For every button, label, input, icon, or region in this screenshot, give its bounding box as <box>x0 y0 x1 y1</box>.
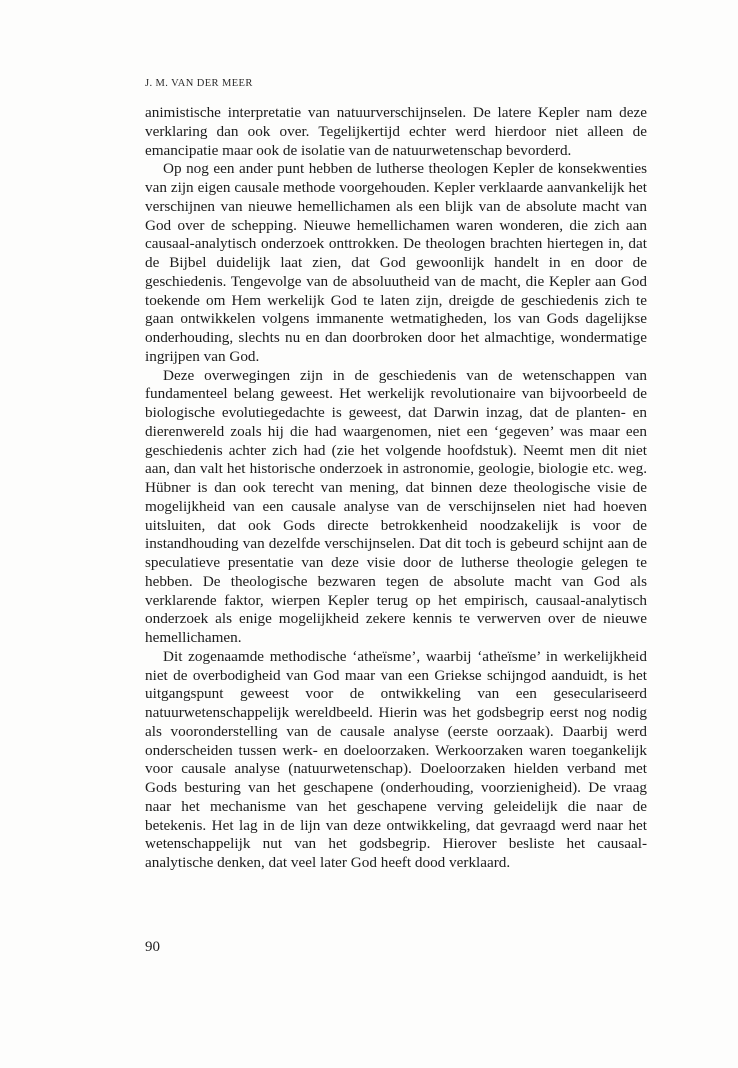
page-number: 90 <box>145 939 160 955</box>
paragraph-2: Op nog een ander punt hebben de lutherse theologen Kepler de konsekwenties van zijn eigen causale methode voorgehouden. Kepler verklaarde aanvankelijk het verschijnen van nieuwe hemellichamen als een blijk van de absolute macht van God over de schepping. Nieuwe hemellichamen waren wonderen, die zich aan causaal-analytisch onderzoek onttrokken. De theologen brachten hiertegen in, dat de Bijbel duidelijk laat zien, dat God gewoonlijk handelt in en door de geschiedenis. Tengevolge van de absoluutheid van de macht, die Kepler aan God toekende om Hem werkelijk God te laten zijn, dreigde de geschiedenis zich te gaan ontwikkelen volgens immanente wetmatigheden, los van Gods dagelijkse onderhouding, slechts nu en dan doorbroken door het almachtige, wondermatige ingrijpen van God. <box>145 160 647 365</box>
paragraph-3: Deze overwegingen zijn in de geschiedenis van de wetenschappen van fundamenteel belang geweest. Het werkelijk revolutionaire van bijvoorbeeld de biologische evolutiegedachte is geweest, dat Darwin inzag, dat de planten- en dierenwereld zoals hij die had waargenomen, niet een ‘gegeven’ was maar een geschiedenis achter zich had (zie het volgende hoofdstuk). Neemt men dit niet aan, dan valt het historische onderzoek in astronomie, geologie, biologie etc. weg. Hübner is dan ook terecht van mening, dat binnen deze theologische visie de mogelijkheid van een causale analyse van de verschijnselen niet had hoeven uitsluiten, dat ook Gods directe betrokkenheid noodzakelijk is voor de instandhouding van dezelfde verschijnselen. Dat dit toch is gebeurd schijnt aan de speculatieve presentatie van deze visie door de lutherse theologie gelegen te hebben. De theologische bezwaren tegen de absolute macht van God als verklarende faktor, wierpen Kepler terug op het empirisch, causaal-analytisch onderzoek als enige mogelijkheid zekere kennis te verwerven over de nieuwe hemellichamen. <box>145 366 647 646</box>
running-head: J. M. VAN DER MEER <box>145 78 253 89</box>
body-text <box>145 104 647 873</box>
paragraph-4: Dit zogenaamde methodische ‘atheïsme’, waarbij ‘atheïsme’ in werkelijkheid niet de overbodigheid van God maar van een Griekse schijngod aanduidt, is het uitgangspunt geweest voor de ontwikkeling van een geseculariseerd natuurwetenschappelijk wereldbeeld. Hierin was het godsbegrip eerst nog nodig als vooronderstelling van de causale analyse (eerste oorzaak). Daarbij werd onderscheiden tussen werk- en doeloorzaken. Werkoorzaken waren toegankelijk voor causale analyse (natuurwetenschap). Doeloorzaken hielden verband met Gods besturing van het geschapene (onderhouding, voorzienigheid). De vraag naar het mechanisme van het geschapene verving geleidelijk die naar de betekenis. Het lag in de lijn van deze ontwikkeling, dat gevraagd werd naar het wetenschappelijk nut van het godsbegrip. Hierover besliste het causaal-analytische denken, dat veel later God heeft dood verklaard. <box>145 647 647 871</box>
paragraph-1: animistische interpretatie van natuurverschijnselen. De latere Kepler nam deze verklaring dan ook over. Tegelijkertijd echter werd hierdoor niet alleen de emancipatie maar ook de isolatie van de natuurwetenschap bevorderd. <box>145 104 647 159</box>
